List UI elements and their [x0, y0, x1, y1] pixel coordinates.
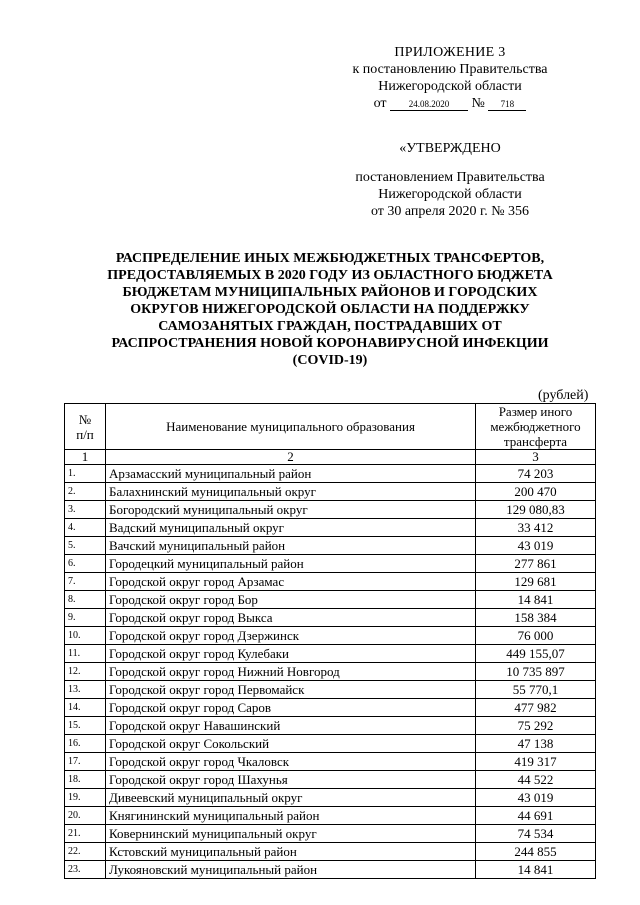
title-line: ОКРУГОВ НИЖЕГОРОДСКОЙ ОБЛАСТИ НА ПОДДЕРЖКУ	[130, 302, 530, 317]
table-row	[65, 627, 596, 645]
row-amount: 43 019	[476, 789, 596, 807]
row-name: Кстовский муниципальный район	[106, 843, 476, 861]
annex-date-line	[330, 95, 570, 112]
table-row	[65, 501, 596, 519]
row-amount: 129 681	[476, 573, 596, 591]
row-amount: 158 384	[476, 609, 596, 627]
row-amount: 129 080,83	[476, 501, 596, 519]
column-number-1: 1	[65, 450, 106, 465]
row-amount: 200 470	[476, 483, 596, 501]
table-row	[65, 681, 596, 699]
row-number: 1.	[65, 465, 106, 483]
row-name: Вадский муниципальный округ	[106, 519, 476, 537]
row-number: 15.	[65, 717, 106, 735]
row-name: Городской округ Сокольский	[106, 735, 476, 753]
header-amount-line-1: Размер иного	[498, 404, 573, 419]
table-row	[65, 807, 596, 825]
row-name: Ковернинский муниципальный округ	[106, 825, 476, 843]
document-title	[70, 250, 590, 369]
table-row	[65, 465, 596, 483]
table-row	[65, 519, 596, 537]
row-amount: 75 292	[476, 717, 596, 735]
table-row	[65, 753, 596, 771]
row-name: Городецкий муниципальный район	[106, 555, 476, 573]
row-number: 6.	[65, 555, 106, 573]
table-row	[65, 789, 596, 807]
table-row	[65, 555, 596, 573]
row-name: Городской округ город Саров	[106, 699, 476, 717]
title-line: САМОЗАНЯТЫХ ГРАЖДАН, ПОСТРАДАВШИХ ОТ	[158, 319, 502, 334]
row-amount: 76 000	[476, 627, 596, 645]
row-number: 3.	[65, 501, 106, 519]
table-row	[65, 843, 596, 861]
title-line: РАСПРЕДЕЛЕНИЕ ИНЫХ МЕЖБЮДЖЕТНЫХ ТРАНСФЕРТОВ,	[115, 251, 545, 266]
annex-block	[330, 44, 570, 112]
annex-line-2: Нижегородской области	[378, 79, 522, 94]
row-number: 8.	[65, 591, 106, 609]
row-name: Балахнинский муниципальный округ	[106, 483, 476, 501]
title-line: ПРЕДОСТАВЛЯЕМЫХ В 2020 ГОДУ ИЗ ОБЛАСТНОГО БЮДЖЕТА	[107, 268, 553, 283]
row-amount: 244 855	[476, 843, 596, 861]
row-name: Городской округ город Первомайск	[106, 681, 476, 699]
row-amount: 44 691	[476, 807, 596, 825]
row-amount: 44 522	[476, 771, 596, 789]
row-amount: 74 534	[476, 825, 596, 843]
row-amount: 14 841	[476, 861, 596, 879]
row-number: 11.	[65, 645, 106, 663]
row-number: 2.	[65, 483, 106, 501]
table-row	[65, 771, 596, 789]
row-amount: 10 735 897	[476, 663, 596, 681]
row-name: Дивеевский муниципальный округ	[106, 789, 476, 807]
title-line: РАСПРОСТРАНЕНИЯ НОВОЙ КОРОНАВИРУСНОЙ ИНФЕКЦИИ	[111, 336, 549, 351]
table-header-row	[65, 404, 596, 450]
row-amount: 47 138	[476, 735, 596, 753]
row-name: Арзамасский муниципальный район	[106, 465, 476, 483]
row-name: Городской округ город Чкаловск	[106, 753, 476, 771]
row-number: 21.	[65, 825, 106, 843]
table-row	[65, 483, 596, 501]
header-amount	[476, 404, 596, 450]
annex-title: ПРИЛОЖЕНИЕ 3	[394, 45, 506, 60]
unit-note: (рублей)	[538, 388, 589, 403]
table-row	[65, 609, 596, 627]
table-row	[65, 861, 596, 879]
title-line: БЮДЖЕТАМ МУНИЦИПАЛЬНЫХ РАЙОНОВ И ГОРОДСКИХ	[122, 285, 538, 300]
table-row	[65, 699, 596, 717]
row-name: Городской округ город Выкса	[106, 609, 476, 627]
table-row	[65, 645, 596, 663]
header-amount-line-2: межбюджетного	[490, 419, 581, 434]
approved-line-1: постановлением Правительства	[355, 170, 545, 185]
transfers-table	[64, 403, 596, 879]
row-amount: 14 841	[476, 591, 596, 609]
row-amount: 74 203	[476, 465, 596, 483]
row-amount: 419 317	[476, 753, 596, 771]
row-number: 19.	[65, 789, 106, 807]
approved-heading: «УТВЕРЖДЕНО	[399, 141, 501, 156]
row-name: Городской округ город Шахунья	[106, 771, 476, 789]
decree-date: 24.08.2020	[390, 99, 468, 111]
table-row	[65, 717, 596, 735]
row-name: Вачский муниципальный район	[106, 537, 476, 555]
table-row	[65, 537, 596, 555]
row-number: 5.	[65, 537, 106, 555]
table-row	[65, 573, 596, 591]
row-amount: 33 412	[476, 519, 596, 537]
row-name: Городской округ город Бор	[106, 591, 476, 609]
row-number: 17.	[65, 753, 106, 771]
row-number: 18.	[65, 771, 106, 789]
row-number: 7.	[65, 573, 106, 591]
row-number: 20.	[65, 807, 106, 825]
row-number: 4.	[65, 519, 106, 537]
row-name: Городской округ город Кулебаки	[106, 645, 476, 663]
row-name: Княгининский муниципальный район	[106, 807, 476, 825]
row-number: 10.	[65, 627, 106, 645]
table-row	[65, 663, 596, 681]
header-number	[65, 404, 106, 450]
number-sign: №	[471, 96, 485, 111]
row-name: Богородский муниципальный округ	[106, 501, 476, 519]
row-number: 9.	[65, 609, 106, 627]
row-amount: 55 770,1	[476, 681, 596, 699]
row-number: 13.	[65, 681, 106, 699]
header-number-line-2: п/п	[76, 426, 94, 442]
annex-line-1: к постановлению Правительства	[352, 62, 548, 77]
row-amount: 477 982	[476, 699, 596, 717]
title-line: (COVID-19)	[292, 353, 368, 368]
row-name: Городской округ Навашинский	[106, 717, 476, 735]
row-amount: 449 155,07	[476, 645, 596, 663]
header-number-line-1: №	[78, 411, 92, 427]
approved-line-3: от 30 апреля 2020 г. № 356	[370, 204, 530, 219]
row-name: Городской округ город Арзамас	[106, 573, 476, 591]
row-number: 22.	[65, 843, 106, 861]
header-name: Наименование муниципального образования	[106, 404, 476, 450]
approved-line-2: Нижегородской области	[378, 187, 522, 202]
row-name: Городской округ город Нижний Новгород	[106, 663, 476, 681]
table-row	[65, 591, 596, 609]
row-amount: 277 861	[476, 555, 596, 573]
row-name: Городской округ город Дзержинск	[106, 627, 476, 645]
header-amount-line-3: трансферта	[503, 434, 568, 449]
row-name: Лукояновский муниципальный район	[106, 861, 476, 879]
decree-number: 718	[488, 99, 526, 111]
row-number: 14.	[65, 699, 106, 717]
date-prefix: от	[373, 96, 387, 111]
row-number: 16.	[65, 735, 106, 753]
row-amount: 43 019	[476, 537, 596, 555]
table-row	[65, 735, 596, 753]
row-number: 23.	[65, 861, 106, 879]
column-number-2: 2	[106, 450, 476, 465]
column-number-3: 3	[476, 450, 596, 465]
table-row	[65, 825, 596, 843]
column-number-row	[65, 450, 596, 465]
row-number: 12.	[65, 663, 106, 681]
approved-block	[330, 140, 570, 220]
